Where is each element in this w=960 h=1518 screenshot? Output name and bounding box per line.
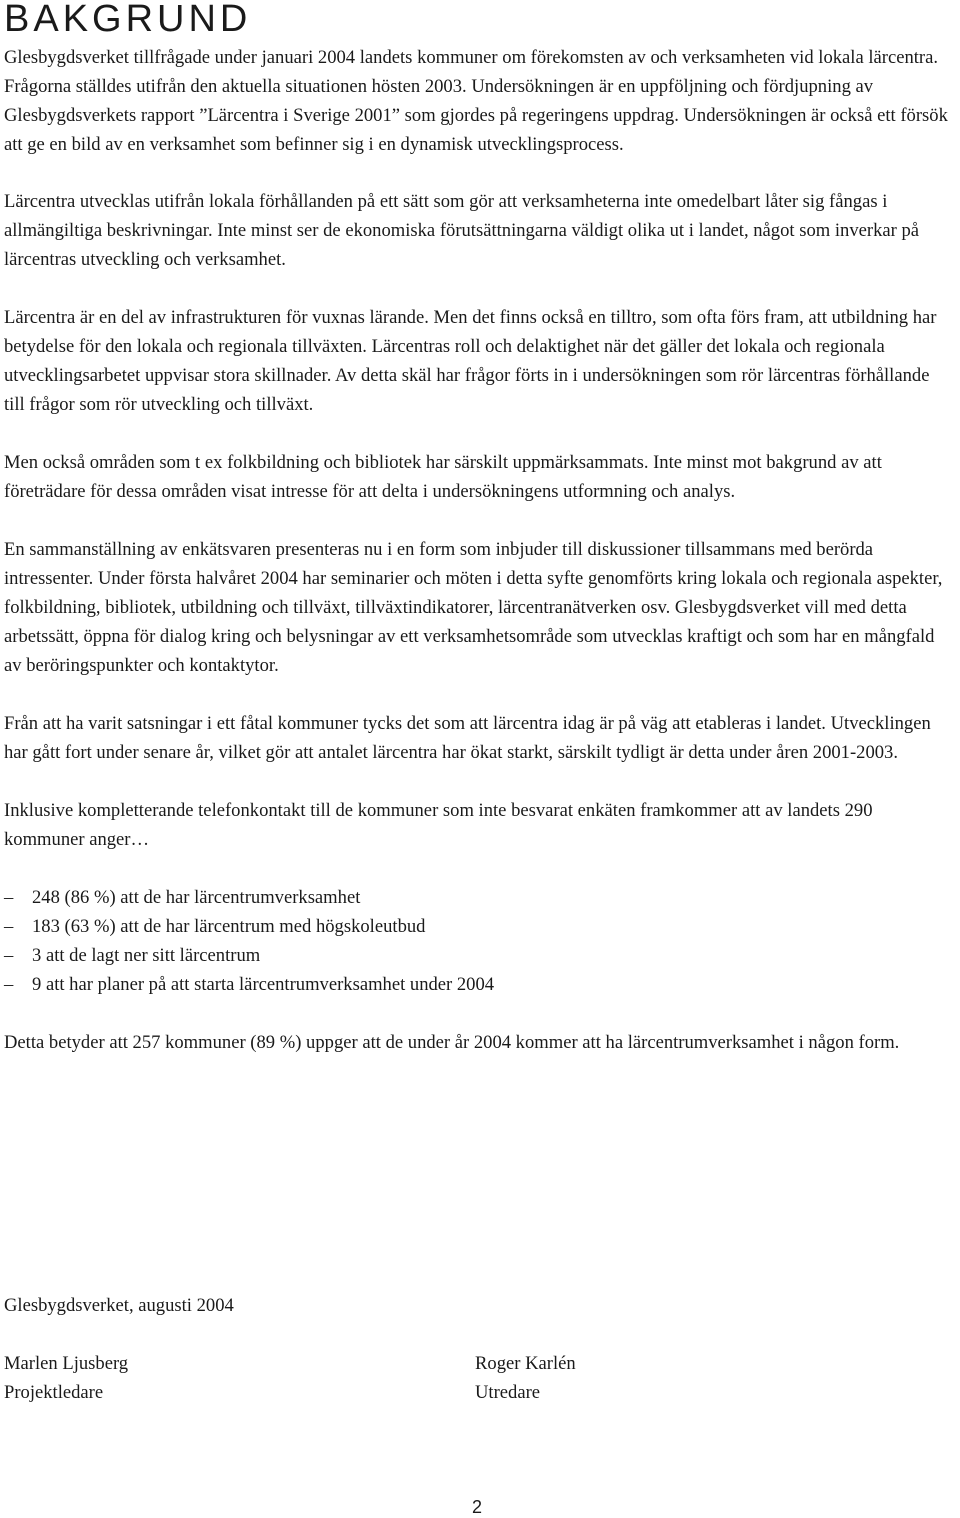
- signature-block: [475, 1349, 576, 1407]
- list-item-text: 3 att de lagt ner sitt lärcentrum: [32, 945, 261, 966]
- paragraph: Lärcentra utvecklas utifrån lokala förhållanden på ett sätt som gör att verksamheterna inte omedelbart låter sig fångas i allmängiltiga beskrivningar. Inte minst ser de ekonomiska förutsättningarna väldigt olika ut i landet, något som inverkar på lärcentras utveckling och verksamhet.: [4, 191, 920, 270]
- paragraph: Glesbygdsverket tillfrågade under januari 2004 landets kommuner om förekomsten av och verksamheten vid lokala lärcentra. Frågorna ställdes utifrån den aktuella situationen hösten 2003. Undersökningen är en uppföljning och fördjupning av Glesbygdsverkets rapport ”Lärcentra i Sverige 2001” som gjordes på regeringens uppdrag. Undersökningen är också ett försök att ge en bild av en verksamhet som befinner sig i en dynamisk utvecklingsprocess.: [4, 47, 948, 155]
- dash-bullet: –: [4, 916, 14, 937]
- paragraph: Inklusive kompletterande telefonkontakt till de kommuner som inte besvarat enkäten framkommer att av landets 290 kommuner anger…: [4, 800, 873, 850]
- list-item-text: 9 att har planer på att starta lärcentrumverksamhet under 2004: [32, 974, 495, 995]
- paragraph: Från att ha varit satsningar i ett fåtal kommuner tycks det som att lärcentra idag är på väg att etableras i landet. Utvecklingen har gått fort under senare år, vilket gör att antalet lärcentra har ökat starkt, särskilt tydligt är detta under åren 2001-2003.: [4, 713, 931, 763]
- body-text: [4, 43, 954, 1086]
- signatory-name: Marlen Ljusberg: [4, 1353, 129, 1374]
- dash-bullet: –: [4, 887, 14, 908]
- dash-bullet: –: [4, 945, 14, 966]
- list-item: [4, 970, 954, 999]
- list-item-text: 248 (86 %) att de har lärcentrumverksamhet: [32, 887, 361, 908]
- place-and-date: Glesbygdsverket, augusti 2004: [4, 1295, 234, 1316]
- page-number: 2: [472, 1497, 483, 1517]
- signatory-title: Projektledare: [4, 1382, 104, 1403]
- signatory-title: Utredare: [475, 1382, 541, 1403]
- conclusion-paragraph: Detta betyder att 257 kommuner (89 %) uppger att de under år 2004 kommer att ha lärcentrumverksamhet i någon form.: [4, 1032, 900, 1053]
- paragraph: En sammanställning av enkätsvaren presenteras nu i en form som inbjuder till diskussioner tillsammans med berörda intressenter. Under första halvåret 2004 har seminarier och möten i detta syfte genomförts kring lokala och regionala aspekter, folkbildning, bibliotek, utbildning och tillväxt, tillväxtindikatorer, lärcentranätverken osv. Glesbygdsverket vill med detta arbetssätt, öppna för dialog kring och belysningar av ett verksamhetsområde som utvecklas kraftigt och som har en mångfald av beröringspunkter och kontaktytor.: [4, 539, 943, 676]
- list-item: [4, 912, 954, 941]
- statistics-list: [4, 883, 954, 999]
- signature-block: [4, 1349, 128, 1407]
- list-item: [4, 883, 954, 912]
- list-item: [4, 941, 954, 970]
- list-item-text: 183 (63 %) att de har lärcentrum med högskoleutbud: [32, 916, 426, 937]
- paragraph: Men också områden som t ex folkbildning och bibliotek har särskilt uppmärksammats. Inte minst mot bakgrund av att företrädare för dessa områden visat intresse för att delta i undersökningens utformning och analys.: [4, 452, 882, 502]
- paragraph: Lärcentra är en del av infrastrukturen för vuxnas lärande. Men det finns också en tilltro, som ofta förs fram, att utbildning har betydelse för den lokala och regionala tillväxten. Lärcentras roll och delaktighet när det gäller det lokala och regionala utvecklingsarbetet uppvisar stora skillnader. Av detta skäl har frågor förts in i undersökningen som rör lärcentras förhållande till frågor som rör utveckling och tillväxt.: [4, 307, 937, 415]
- dash-bullet: –: [4, 974, 14, 995]
- page-heading: BAKGRUND: [4, 0, 252, 40]
- signatory-name: Roger Karlén: [475, 1353, 576, 1374]
